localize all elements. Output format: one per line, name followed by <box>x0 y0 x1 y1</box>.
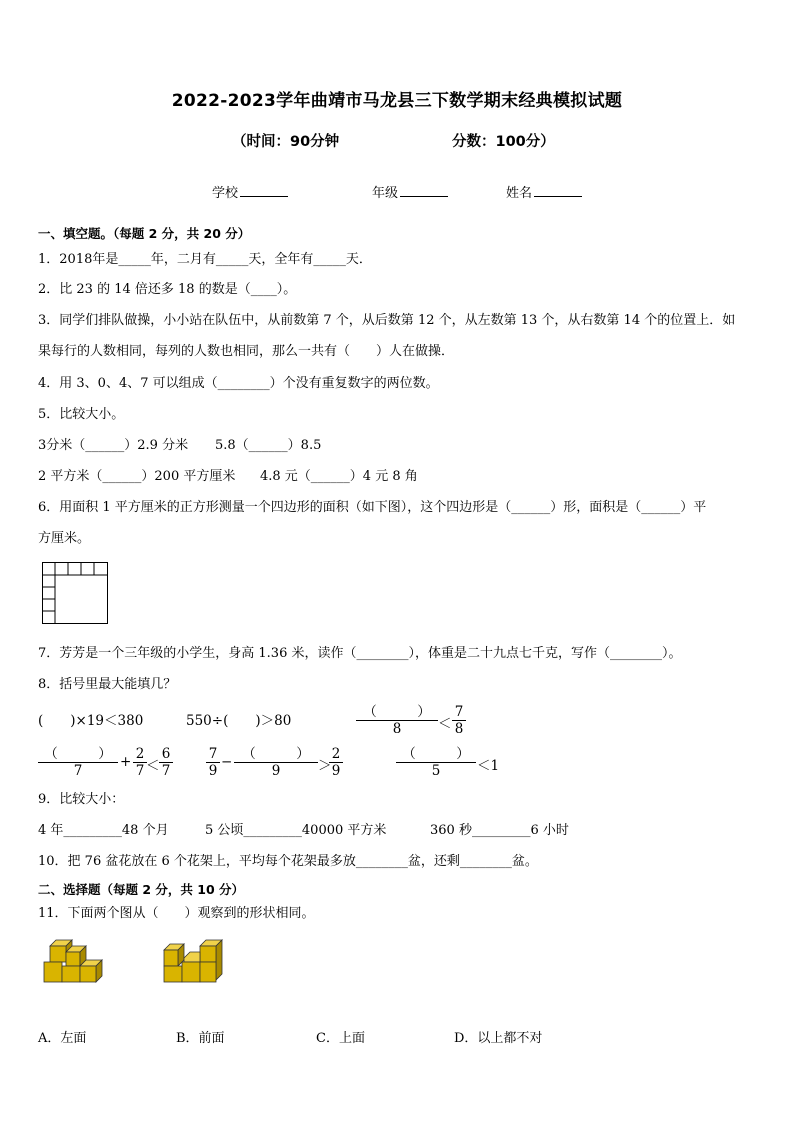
question-9-b: 5 公顷_________40000 平方米 <box>205 823 387 838</box>
q8d-operator: ＜ <box>146 758 160 774</box>
cube-figure-left <box>42 938 104 986</box>
q8c-numerator: （ ） <box>363 704 431 720</box>
q8e-numerator: （ ） <box>242 746 310 762</box>
q8e-right-fraction <box>329 746 343 779</box>
question-9-c: 360 秒_________6 小时 <box>430 823 569 838</box>
question-3-line2: 果每行的人数相同，每列的人数也相同，那么一共有（ ）人在做操． <box>38 344 455 359</box>
question-6-line1: 6．用面积 1 平方厘米的正方形测量一个四边形的面积（如下图），这个四边形是（______）形，面积是（______）平 <box>38 500 707 515</box>
name-label: 姓名 <box>506 186 533 201</box>
grade-line <box>400 184 448 197</box>
q8c-right-den: 8 <box>454 721 464 737</box>
section-choice: 二、选择题（每题 2 分，共 10 分） <box>38 882 245 897</box>
question-11: 11．下面两个图从（ ）观察到的形状相同。 <box>38 906 315 921</box>
name-field[interactable] <box>506 182 582 201</box>
question-5-b1: 2 平方米（______）200 平方厘米 <box>38 469 236 484</box>
q8d-plus: + <box>120 754 132 770</box>
section-fill-blank: 一、填空题。（每题 2 分，共 20 分） <box>38 226 251 241</box>
exam-time: （时间：90分钟 <box>232 134 340 150</box>
q8d-plus-fraction <box>133 746 147 779</box>
q8c-operator: ＜ <box>438 716 452 732</box>
question-5-b2: 4.8 元（______）4 元 8 角 <box>260 469 418 484</box>
question-5-a2: 5.8（______）8.5 <box>215 438 322 453</box>
q8d-denominator: 7 <box>73 763 83 779</box>
choice-d[interactable]: D．以上都不对 <box>454 1031 543 1046</box>
q8f-numerator: （ ） <box>402 746 470 762</box>
q8f-operator: ＜1 <box>477 758 500 774</box>
q8c-right-num: 7 <box>454 704 464 720</box>
q8d-right-fraction <box>159 746 173 779</box>
q8d-right-num: 6 <box>161 746 171 762</box>
choice-b[interactable]: B．前面 <box>176 1031 225 1046</box>
question-7: 7．芳芳是一个三年级的小学生，身高 1.36 米，读作（________），体重是二十九点七千克，写作（________）。 <box>38 646 682 661</box>
name-line <box>534 184 582 197</box>
cube-figure-right <box>160 938 226 986</box>
school-field[interactable] <box>212 182 288 201</box>
q8e-denominator: 9 <box>271 763 281 779</box>
question-3-line1: 3．同学们排队做操，小小站在队伍中，从前数第 7 个，从后数第 12 个，从左数第 13 个，从右数第 14 个的位置上．如 <box>38 313 736 328</box>
question-9-a: 4 年_________48 个月 <box>38 823 169 838</box>
q8c-denominator: 8 <box>392 721 402 737</box>
q8d-numerator: （ ） <box>44 746 112 762</box>
question-8-b: 550÷( )＞80 <box>186 713 292 729</box>
q8e-fraction <box>234 746 318 779</box>
question-8: 8．括号里最大能填几？ <box>38 677 177 692</box>
question-6-line2: 方厘米。 <box>38 531 91 546</box>
question-4: 4．用 3、0、4、7 可以组成（________）个没有重复数字的两位数。 <box>38 376 439 391</box>
school-line <box>240 184 288 197</box>
question-9: 9．比较大小： <box>38 792 125 807</box>
question-8-a: ( )×19＜380 <box>38 713 144 729</box>
q8e-right-num: 2 <box>331 746 341 762</box>
page-title: 2022-2023学年曲靖市马龙县三下数学期末经典模拟试题 <box>171 91 623 111</box>
q8c-right-fraction <box>452 704 466 737</box>
grade-field[interactable] <box>372 182 448 201</box>
q8e-left-fraction <box>206 746 220 779</box>
exam-score: 分数：100分） <box>452 134 555 150</box>
q8c-fraction <box>356 704 438 737</box>
school-label: 学校 <box>212 186 239 201</box>
q8e-right-den: 9 <box>331 763 341 779</box>
question-10: 10．把 76 盆花放在 6 个花架上，平均每个花架最多放________盆，还剩________盆。 <box>38 854 538 869</box>
choice-c[interactable]: C．上面 <box>316 1031 365 1046</box>
grade-label: 年级 <box>372 186 399 201</box>
question-1: 1．2018年是_____年，二月有_____天，全年有_____天． <box>38 252 372 267</box>
q8f-fraction <box>396 746 476 779</box>
q8e-left-den: 9 <box>208 763 218 779</box>
q8e-left-num: 7 <box>208 746 218 762</box>
q8d-plus-num: 2 <box>135 746 145 762</box>
q8d-right-den: 7 <box>161 763 171 779</box>
q8d-plus-den: 7 <box>135 763 145 779</box>
q8d-fraction <box>38 746 118 779</box>
square-grid-figure <box>42 562 110 624</box>
question-5-a1: 3分米（______）2.9 分米 <box>38 438 189 453</box>
q8e-operator: ＞ <box>318 758 332 774</box>
question-2: 2．比 23 的 14 倍还多 18 的数是（____）。 <box>38 282 297 297</box>
question-5: 5．比较大小。 <box>38 407 125 422</box>
q8e-minus: − <box>221 754 233 770</box>
choice-a[interactable]: A．左面 <box>38 1031 87 1046</box>
q8f-denominator: 5 <box>431 763 441 779</box>
